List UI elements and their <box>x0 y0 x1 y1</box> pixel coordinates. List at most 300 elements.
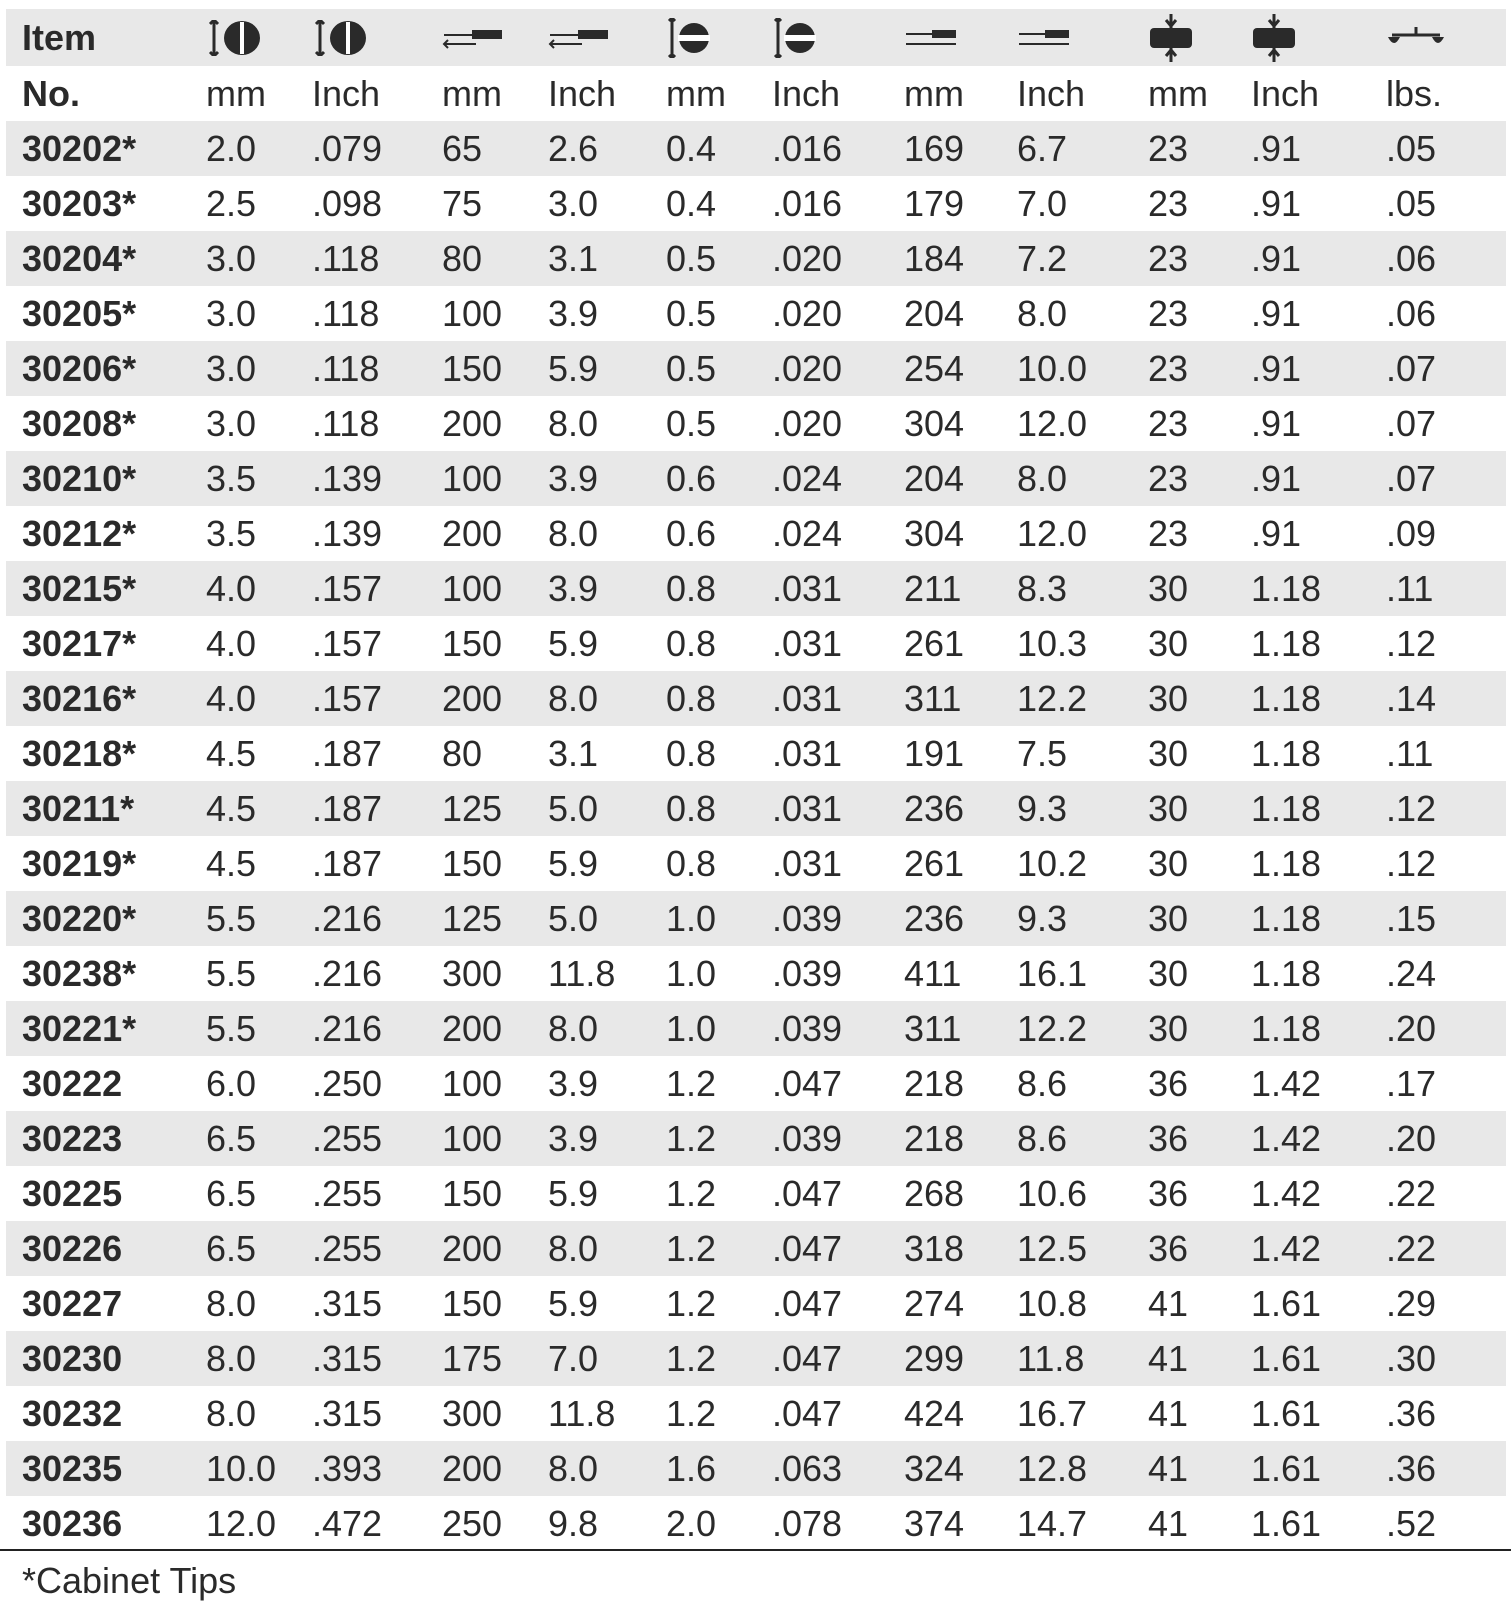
value-cell: 3.5 <box>206 512 257 554</box>
value-cell: 1.18 <box>1251 622 1322 664</box>
value-cell: .024 <box>772 457 843 499</box>
value-cell: 30 <box>1148 897 1189 939</box>
value-cell: .118 <box>312 347 380 389</box>
value-cell: 1.61 <box>1251 1282 1322 1324</box>
table-row <box>6 506 1506 561</box>
value-cell: 8.0 <box>206 1282 257 1324</box>
value-cell: .315 <box>312 1282 383 1324</box>
unit-label: mm <box>442 72 502 114</box>
item-number-cell: 30202* <box>22 127 137 169</box>
unit-label: Inch <box>312 72 381 114</box>
value-cell: .047 <box>772 1227 843 1269</box>
value-cell: .016 <box>772 182 843 224</box>
value-cell: .14 <box>1386 677 1437 719</box>
value-cell: .157 <box>312 622 383 664</box>
unit-label: Inch <box>1017 72 1086 114</box>
value-cell: 8.0 <box>206 1337 257 1379</box>
value-cell: .12 <box>1386 787 1437 829</box>
value-cell: .20 <box>1386 1007 1437 1049</box>
value-cell: .118 <box>312 402 380 444</box>
table-row <box>6 451 1506 506</box>
weight-scale-icon <box>1386 23 1506 53</box>
value-cell: 30 <box>1148 732 1189 774</box>
value-cell: .047 <box>772 1282 843 1324</box>
value-cell: .91 <box>1251 402 1302 444</box>
value-cell: .098 <box>312 182 383 224</box>
value-cell: 3.9 <box>548 457 599 499</box>
value-cell: .255 <box>312 1117 383 1159</box>
value-cell: 1.2 <box>666 1392 717 1434</box>
value-cell: 0.8 <box>666 677 717 719</box>
item-number-cell: 30208* <box>22 402 137 444</box>
value-cell: .031 <box>772 677 843 719</box>
value-cell: 8.0 <box>548 1447 599 1489</box>
value-cell: 41 <box>1148 1447 1189 1489</box>
value-cell: 3.9 <box>548 292 599 334</box>
value-cell: 1.42 <box>1251 1172 1322 1214</box>
value-cell: 8.0 <box>548 677 599 719</box>
footer-divider <box>0 1549 1511 1551</box>
value-cell: 5.9 <box>548 842 599 884</box>
tip-thickness-icon <box>772 18 904 58</box>
value-cell: 175 <box>442 1337 503 1379</box>
value-cell: .472 <box>312 1502 383 1544</box>
table-row <box>6 286 1506 341</box>
value-cell: 16.1 <box>1017 952 1088 994</box>
value-cell: 6.7 <box>1017 127 1068 169</box>
item-number-cell: 30216* <box>22 677 137 719</box>
value-cell: 261 <box>904 622 965 664</box>
value-cell: 318 <box>904 1227 965 1269</box>
value-cell: .29 <box>1386 1282 1437 1324</box>
value-cell: 30 <box>1148 952 1189 994</box>
value-cell: 23 <box>1148 292 1189 334</box>
value-cell: 4.5 <box>206 732 257 774</box>
value-cell: 10.0 <box>206 1447 277 1489</box>
value-cell: 23 <box>1148 347 1189 389</box>
unit-label: Inch <box>548 72 617 114</box>
value-cell: 1.2 <box>666 1062 717 1104</box>
value-cell: .020 <box>772 402 843 444</box>
value-cell: 311 <box>904 1007 962 1049</box>
value-cell: 8.0 <box>548 402 599 444</box>
value-cell: .17 <box>1386 1062 1437 1104</box>
item-number-cell: 30235 <box>22 1447 123 1489</box>
value-cell: 1.0 <box>666 952 717 994</box>
value-cell: .031 <box>772 842 843 884</box>
table-row <box>6 1056 1506 1111</box>
value-cell: 23 <box>1148 237 1189 279</box>
value-cell: .91 <box>1251 127 1302 169</box>
value-cell: .91 <box>1251 182 1302 224</box>
table-row <box>6 1441 1506 1496</box>
value-cell: 4.0 <box>206 622 257 664</box>
value-cell: 250 <box>442 1502 503 1544</box>
value-cell: 125 <box>442 787 503 829</box>
value-cell: .020 <box>772 292 843 334</box>
value-cell: 30 <box>1148 567 1189 609</box>
value-cell: 8.0 <box>1017 292 1068 334</box>
value-cell: 100 <box>442 292 503 334</box>
value-cell: .07 <box>1386 347 1437 389</box>
value-cell: .047 <box>772 1172 843 1214</box>
item-number-cell: 30221* <box>22 1007 137 1049</box>
value-cell: .047 <box>772 1392 843 1434</box>
value-cell: .016 <box>772 127 843 169</box>
table-row <box>6 946 1506 1001</box>
value-cell: 424 <box>904 1392 965 1434</box>
value-cell: 10.6 <box>1017 1172 1088 1214</box>
value-cell: 7.0 <box>1017 182 1068 224</box>
table-row <box>6 891 1506 946</box>
value-cell: 36 <box>1148 1172 1189 1214</box>
value-cell: .24 <box>1386 952 1437 994</box>
value-cell: 5.9 <box>548 1172 599 1214</box>
value-cell: .031 <box>772 787 843 829</box>
value-cell: .139 <box>312 457 383 499</box>
value-cell: 5.0 <box>548 897 599 939</box>
blade-length-icon <box>442 26 548 50</box>
value-cell: .36 <box>1386 1447 1437 1489</box>
unit-label: Inch <box>1251 72 1320 114</box>
blade-length-icon <box>548 26 666 50</box>
item-number-cell: 30236 <box>22 1502 123 1544</box>
value-cell: 3.5 <box>206 457 257 499</box>
item-number-cell: 30206* <box>22 347 137 389</box>
value-cell: 75 <box>442 182 483 224</box>
value-cell: 10.2 <box>1017 842 1088 884</box>
value-cell: 8.0 <box>1017 457 1068 499</box>
value-cell: 4.5 <box>206 842 257 884</box>
unit-label: mm <box>1148 72 1208 114</box>
value-cell: 2.6 <box>548 127 599 169</box>
unit-label: mm <box>666 72 726 114</box>
value-cell: .22 <box>1386 1227 1437 1269</box>
value-cell: 8.6 <box>1017 1117 1068 1159</box>
value-cell: 304 <box>904 512 965 554</box>
value-cell: .157 <box>312 567 383 609</box>
value-cell: 23 <box>1148 127 1189 169</box>
value-cell: 10.8 <box>1017 1282 1088 1324</box>
value-cell: 2.0 <box>666 1502 717 1544</box>
value-cell: .031 <box>772 622 843 664</box>
value-cell: .20 <box>1386 1117 1437 1159</box>
value-cell: 1.61 <box>1251 1447 1322 1489</box>
table-row <box>6 781 1506 836</box>
value-cell: 41 <box>1148 1502 1189 1544</box>
value-cell: 0.4 <box>666 127 717 169</box>
header-no-label: No. <box>22 72 80 114</box>
value-cell: 23 <box>1148 512 1189 554</box>
value-cell: .91 <box>1251 292 1302 334</box>
value-cell: 1.18 <box>1251 787 1322 829</box>
value-cell: .020 <box>772 237 843 279</box>
value-cell: .15 <box>1386 897 1437 939</box>
value-cell: 1.18 <box>1251 1007 1322 1049</box>
value-cell: 0.5 <box>666 347 717 389</box>
value-cell: .315 <box>312 1337 383 1379</box>
table-row <box>6 616 1506 671</box>
value-cell: 100 <box>442 1117 503 1159</box>
item-number-cell: 30220* <box>22 897 137 939</box>
overall-length-icon <box>904 26 1017 50</box>
value-cell: 80 <box>442 732 483 774</box>
value-cell: 191 <box>904 732 965 774</box>
value-cell: .078 <box>772 1502 843 1544</box>
table-row <box>6 396 1506 451</box>
value-cell: .91 <box>1251 512 1302 554</box>
value-cell: 14.7 <box>1017 1502 1088 1544</box>
value-cell: .250 <box>312 1062 383 1104</box>
value-cell: 36 <box>1148 1062 1189 1104</box>
value-cell: 5.9 <box>548 347 599 389</box>
value-cell: 6.0 <box>206 1062 257 1104</box>
value-cell: 30 <box>1148 622 1189 664</box>
value-cell: 150 <box>442 1282 503 1324</box>
value-cell: 3.9 <box>548 1117 599 1159</box>
table-row <box>6 1331 1506 1386</box>
value-cell: .187 <box>312 787 383 829</box>
value-cell: 11.8 <box>1017 1337 1085 1379</box>
value-cell: .36 <box>1386 1392 1437 1434</box>
value-cell: .039 <box>772 897 843 939</box>
value-cell: .05 <box>1386 182 1437 224</box>
value-cell: .139 <box>312 512 383 554</box>
value-cell: 200 <box>442 1227 503 1269</box>
value-cell: 8.0 <box>548 1007 599 1049</box>
value-cell: .06 <box>1386 292 1437 334</box>
table-row <box>6 1001 1506 1056</box>
value-cell: 41 <box>1148 1337 1189 1379</box>
value-cell: 184 <box>904 237 965 279</box>
value-cell: 179 <box>904 182 965 224</box>
value-cell: .039 <box>772 952 843 994</box>
overall-length-icon <box>1017 26 1148 50</box>
item-number-cell: 30226 <box>22 1227 123 1269</box>
value-cell: 23 <box>1148 457 1189 499</box>
value-cell: 218 <box>904 1117 965 1159</box>
value-cell: 12.0 <box>206 1502 277 1544</box>
value-cell: 23 <box>1148 402 1189 444</box>
blade-diameter-icon <box>312 20 442 56</box>
value-cell: 1.18 <box>1251 677 1322 719</box>
value-cell: 8.0 <box>548 512 599 554</box>
value-cell: 10.3 <box>1017 622 1088 664</box>
value-cell: 3.0 <box>206 402 257 444</box>
value-cell: 1.2 <box>666 1172 717 1214</box>
value-cell: 299 <box>904 1337 965 1379</box>
item-number-cell: 30230 <box>22 1337 123 1379</box>
value-cell: 3.0 <box>206 292 257 334</box>
value-cell: 1.0 <box>666 1007 717 1049</box>
table-row <box>6 121 1506 176</box>
value-cell: .22 <box>1386 1172 1437 1214</box>
value-cell: 7.2 <box>1017 237 1068 279</box>
value-cell: 1.2 <box>666 1337 717 1379</box>
value-cell: 1.18 <box>1251 567 1322 609</box>
value-cell: 236 <box>904 787 965 829</box>
value-cell: 300 <box>442 952 503 994</box>
unit-label: Inch <box>772 72 841 114</box>
item-number-cell: 30210* <box>22 457 137 499</box>
table-row <box>6 671 1506 726</box>
value-cell: .12 <box>1386 842 1437 884</box>
table-row <box>6 1111 1506 1166</box>
value-cell: .52 <box>1386 1502 1437 1544</box>
value-cell: 3.0 <box>206 237 257 279</box>
value-cell: 3.9 <box>548 567 599 609</box>
value-cell: 23 <box>1148 182 1189 224</box>
item-number-cell: 30218* <box>22 732 137 774</box>
value-cell: .079 <box>312 127 383 169</box>
item-number-cell: 30238* <box>22 952 137 994</box>
value-cell: .024 <box>772 512 843 554</box>
value-cell: 8.0 <box>206 1392 257 1434</box>
value-cell: .255 <box>312 1172 383 1214</box>
table-row <box>6 836 1506 891</box>
value-cell: 200 <box>442 1007 503 1049</box>
value-cell: 6.5 <box>206 1172 257 1214</box>
value-cell: 1.42 <box>1251 1062 1322 1104</box>
item-number-cell: 30205* <box>22 292 137 334</box>
value-cell: 12.0 <box>1017 512 1088 554</box>
item-number-cell: 30222 <box>22 1062 123 1104</box>
value-cell: 0.8 <box>666 787 717 829</box>
value-cell: 0.8 <box>666 567 717 609</box>
unit-label: mm <box>904 72 964 114</box>
value-cell: .05 <box>1386 127 1437 169</box>
value-cell: .187 <box>312 732 383 774</box>
value-cell: .315 <box>312 1392 383 1434</box>
value-cell: 204 <box>904 457 965 499</box>
table-row <box>6 1386 1506 1441</box>
value-cell: 9.3 <box>1017 897 1068 939</box>
value-cell: 7.0 <box>548 1337 599 1379</box>
value-cell: 1.2 <box>666 1117 717 1159</box>
value-cell: .91 <box>1251 237 1302 279</box>
value-cell: 5.5 <box>206 1007 257 1049</box>
value-cell: 374 <box>904 1502 965 1544</box>
value-cell: 0.8 <box>666 732 717 774</box>
value-cell: 41 <box>1148 1282 1189 1324</box>
value-cell: 204 <box>904 292 965 334</box>
value-cell: 1.2 <box>666 1282 717 1324</box>
unit-label: mm <box>206 72 266 114</box>
value-cell: 10.0 <box>1017 347 1088 389</box>
header-units-row <box>6 66 1506 121</box>
value-cell: 0.5 <box>666 292 717 334</box>
table-body <box>6 121 1506 1551</box>
value-cell: 169 <box>904 127 965 169</box>
blade-diameter-icon <box>206 20 312 56</box>
value-cell: .09 <box>1386 512 1437 554</box>
value-cell: 5.0 <box>548 787 599 829</box>
value-cell: 150 <box>442 622 503 664</box>
value-cell: 324 <box>904 1447 965 1489</box>
value-cell: 261 <box>904 842 965 884</box>
value-cell: .157 <box>312 677 383 719</box>
value-cell: 218 <box>904 1062 965 1104</box>
value-cell: 12.2 <box>1017 1007 1088 1049</box>
value-cell: 2.5 <box>206 182 257 224</box>
value-cell: .118 <box>312 237 380 279</box>
handle-diameter-icon <box>1148 14 1251 62</box>
value-cell: 100 <box>442 457 503 499</box>
value-cell: 36 <box>1148 1227 1189 1269</box>
value-cell: .07 <box>1386 457 1437 499</box>
item-number-cell: 30225 <box>22 1172 123 1214</box>
value-cell: .393 <box>312 1447 383 1489</box>
value-cell: 30 <box>1148 1007 1189 1049</box>
value-cell: 11.8 <box>548 1392 616 1434</box>
value-cell: .031 <box>772 732 843 774</box>
table-row <box>6 1496 1506 1551</box>
table-row <box>6 176 1506 231</box>
value-cell: 1.42 <box>1251 1117 1322 1159</box>
value-cell: 200 <box>442 677 503 719</box>
value-cell: .187 <box>312 842 383 884</box>
item-number-cell: 30227 <box>22 1282 123 1324</box>
item-number-cell: 30204* <box>22 237 137 279</box>
value-cell: .216 <box>312 952 383 994</box>
value-cell: .039 <box>772 1007 843 1049</box>
value-cell: 311 <box>904 677 962 719</box>
value-cell: 16.7 <box>1017 1392 1088 1434</box>
value-cell: 8.0 <box>548 1227 599 1269</box>
value-cell: 1.18 <box>1251 732 1322 774</box>
item-number-cell: 30219* <box>22 842 137 884</box>
value-cell: 5.9 <box>548 622 599 664</box>
spec-table <box>6 9 1506 1551</box>
value-cell: 8.6 <box>1017 1062 1068 1104</box>
table-row <box>6 561 1506 616</box>
table-row <box>6 726 1506 781</box>
value-cell: 1.18 <box>1251 842 1322 884</box>
value-cell: 150 <box>442 347 503 389</box>
unit-label: lbs. <box>1386 72 1443 114</box>
tip-thickness-icon <box>666 18 772 58</box>
value-cell: .063 <box>772 1447 843 1489</box>
value-cell: .30 <box>1386 1337 1437 1379</box>
value-cell: .255 <box>312 1227 383 1269</box>
value-cell: 150 <box>442 1172 503 1214</box>
value-cell: 200 <box>442 1447 503 1489</box>
value-cell: 4.0 <box>206 677 257 719</box>
value-cell: 1.6 <box>666 1447 717 1489</box>
item-number-cell: 30232 <box>22 1392 123 1434</box>
value-cell: 80 <box>442 237 483 279</box>
value-cell: 36 <box>1148 1117 1189 1159</box>
value-cell: 274 <box>904 1282 965 1324</box>
value-cell: 9.8 <box>548 1502 599 1544</box>
value-cell: 0.6 <box>666 512 717 554</box>
value-cell: 1.2 <box>666 1227 717 1269</box>
value-cell: .216 <box>312 1007 383 1049</box>
value-cell: .031 <box>772 567 843 609</box>
value-cell: .06 <box>1386 237 1437 279</box>
value-cell: 3.0 <box>206 347 257 389</box>
item-number-cell: 30217* <box>22 622 137 664</box>
value-cell: .91 <box>1251 457 1302 499</box>
value-cell: 30 <box>1148 842 1189 884</box>
table-row <box>6 1276 1506 1331</box>
header-item-label: Item <box>22 16 97 58</box>
value-cell: 211 <box>904 567 962 609</box>
value-cell: 7.5 <box>1017 732 1068 774</box>
table-row <box>6 231 1506 286</box>
value-cell: 12.2 <box>1017 677 1088 719</box>
value-cell: 100 <box>442 1062 503 1104</box>
